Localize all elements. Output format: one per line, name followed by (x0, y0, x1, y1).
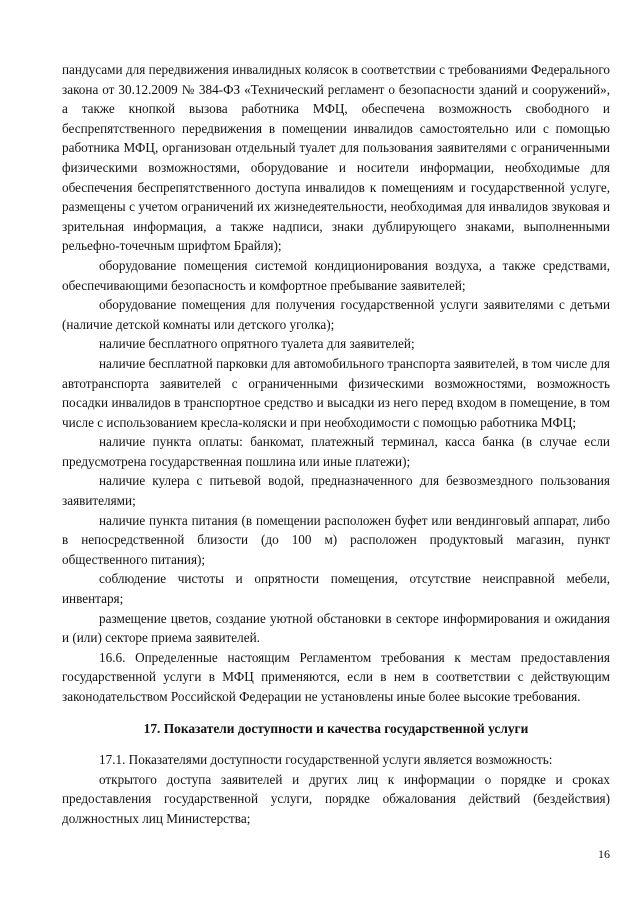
paragraph-air-conditioning: оборудование помещения системой кондиционирования воздуха, а также средствами, обеспечивающими безопасность и комфортное пребывание заявителей; (62, 257, 610, 293)
paragraph-children-room: оборудование помещения для получения государственной услуги заявителями с детьми (наличие детской комнаты или детского уголка); (62, 297, 610, 332)
paragraph-water-cooler: наличие кулера с питьевой водой, предназначенного для безвозмездного пользования заявителями; (62, 473, 610, 509)
paragraph-cleanliness: соблюдение чистоты и опрятности помещения, отсутствие неисправной мебели, инвентаря; (62, 571, 610, 607)
paragraph-accessibility-equipment: пандусами для передвижения инвалидных колясок в соответствии с требованиями Федерального закона от 30.12.2009 № 384-ФЗ «Технический регламент о безопасности зданий и сооружений», а также кнопкой вызова работника МФЦ, обеспечена возможность свободного и беспрепятственного передвижения в помещении инвалидов самостоятельно или с помощью работника МФЦ, организован отдельный туалет для пользования заявителями с ограниченными физическими возможностями, оборудование и носители информации, необходимые для обеспечения беспрепятственного доступа инвалидов к помещениям и государственной услуге, размещены с учетом ограничений их жизнедеятельности, необходимая для инвалидов звуковая и зрительная информация, а также надписи, знаки дублирующего знаками, выполненными рельефно-точечным шрифтом Брайля); (62, 62, 610, 254)
paragraph-clause-17-1: 17.1. Показателями доступности государственной услуги является возможность: (99, 752, 553, 768)
paragraph-food-point: наличие пункта питания (в помещении расположен буфет или вендинговый аппарат, либо в непосредственной близости (до 100 м) расположен продуктовый магазин, пункт общественного питания); (62, 512, 610, 567)
paragraph-toilet: наличие бесплатного опрятного туалета для заявителей; (99, 336, 415, 352)
paragraph-parking: наличие бесплатной парковки для автомобильного транспорта заявителей, в том числе для автотранспорта заявителей с ограниченными физическими возможностями, возможность посадки инвалидов в транспортное средство и высадки из него перед входом в помещение, в том числе с использованием кресла-коляски и при необходимости с помощью работника МФЦ; (62, 355, 610, 430)
paragraph-open-access: открытого доступа заявителей и других лиц к информации о порядке и сроках предоставления государственной услуги, порядке обжалования действий (бездействия) должностных лиц Министерства; (62, 771, 610, 826)
page-number: 16 (598, 847, 610, 861)
paragraph-flowers: размещение цветов, создание уютной обстановки в секторе информирования и ожидания и (или) секторе приема заявителей. (62, 610, 610, 646)
paragraph-clause-16-6: 16.6. Определенные настоящим Регламентом требования к местам предоставления государственной услуги в МФЦ применяются, если в нем в соответствии с действующим законодательством Российской Федерации не установлены иные более высокие требования. (62, 649, 610, 704)
section-title: 17. Показатели доступности и качества государственной услуги (143, 720, 529, 736)
document-body (62, 60, 610, 829)
paragraph-payment-point: наличие пункта оплаты: банкомат, платежный терминал, касса банка (в случае если предусмотрена государственная пошлина или иные платежи); (62, 434, 610, 469)
